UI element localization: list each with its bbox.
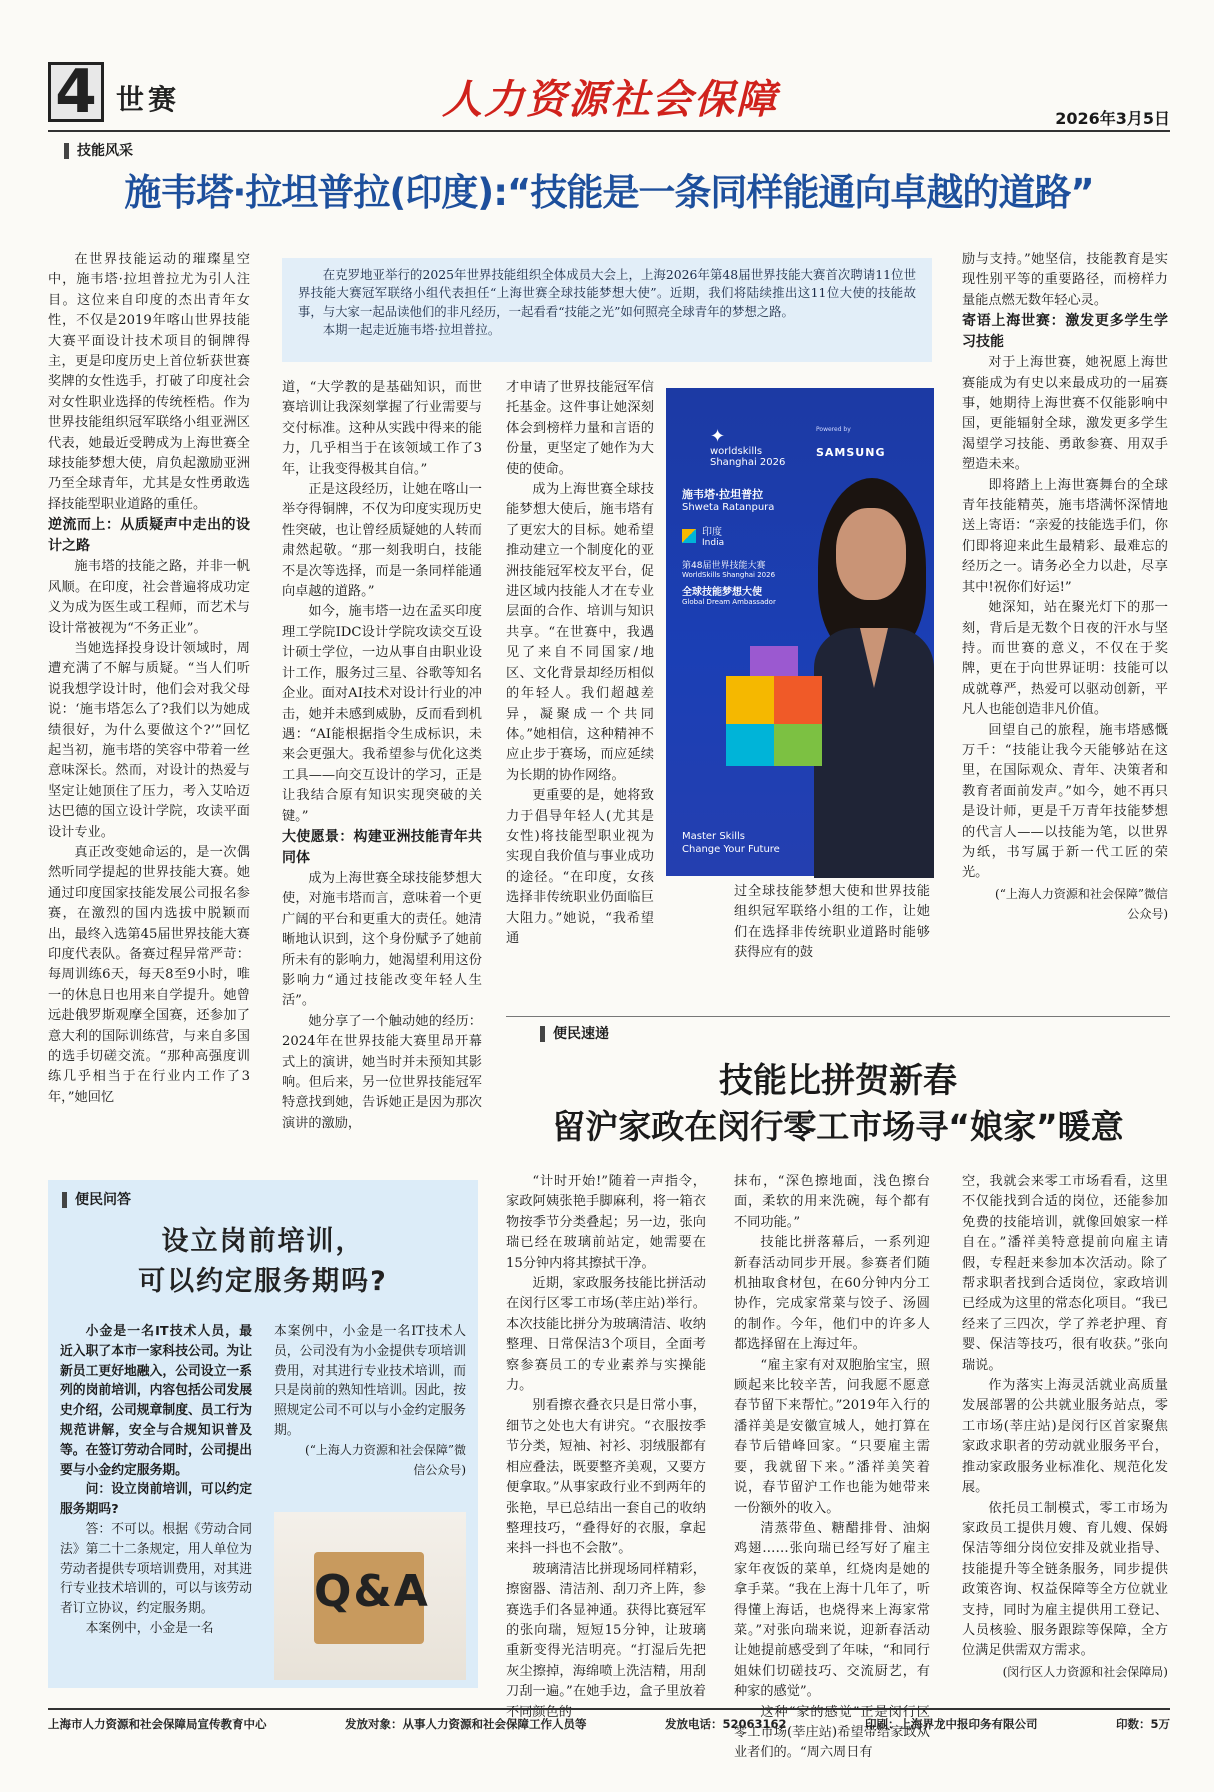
footer-count: 印数：5万 [1115,1717,1170,1731]
body-paragraph: 才申请了世界技能冠军信托基金。这件事让她深刻体会到榜样力量和言语的份量，更坚定了她作为大使的使命。 [506,380,654,477]
body-paragraph: 她深知，站在聚光灯下的那一刻，背后是无数个日夜的汗水与坚持。而世赛的意义，不仅在于奖牌，更在于向世界证明：技能可以成就尊严，热爱可以驱动创新，平凡人也能创造非凡价值。 [962,600,1168,718]
intro-paragraph: 本期一起走近施韦塔·拉坦普拉。 [322,322,501,338]
qa-answer: 答：不可以。根据《劳动合同法》第二十二条规定，用人单位为劳动者提供专项培训费用，对其进行专业技术培训的，可以与该劳动者订立协议，约定服务期。 [60,1521,252,1617]
intro-paragraph: 在克罗地亚举行的2025年世界技能组织全体成员大会上，上海2026年第48届世界技能大赛首次聘请11位世界技能大赛冠军联络小组代表担任“上海世赛全球技能梦想大使”。近期，我们将陆续推出这11位大使的技能故事，与大家一起品读他们的非凡经历，一起看看“技能之光”如何照亮全球青年的梦想之路。 [298,267,916,319]
article1-column-2 [282,378,482,1170]
body-paragraph: 成为上海世赛全球技能梦想大使后，施韦塔有了更宏大的目标。她希望推动建立一个制度化的亚洲技能冠军校友平台，促进区域内技能人才在专业层面的合作、培训与知识共享。“在世赛中，我遇见了来自不同国家/地区、文化背景却经历相似的年轻人。我们超越差异，凝聚成一个共同体。”她相信，这种精神不应止步于赛场，而应延续为长期的协作网络。 [506,482,654,783]
worldskills-logo [710,428,785,468]
body-paragraph: 清蒸带鱼、糖醋排骨、油焖鸡翅……张向瑞已经写好了雇主家年夜饭的菜单，红烧肉是她的拿手菜。“我在上海十几年了，听得懂上海话，也烧得来上海家常菜。”对张向瑞来说，迎新春活动让她提前感受到了年味，“和同行姐妹们切磋技巧、交流厨艺，有种家的感觉”。 [734,1520,930,1700]
body-paragraph: 她分享了一个触动她的经历：2024年在世界技能大赛里昂开幕式上的演讲，她当时并未预知其影响。但后来，另一位世界技能冠军特意找到她，告诉她正是因为那次演讲的激励， [282,1013,482,1131]
body-paragraph: 依托员工制模式，零工市场为家政员工提供月嫂、育儿嫂、保姆保洁等细分岗位安排及就业指导、技能提升等全链条服务，同步提供政策咨询、权益保障等全方位就业支持，同时为雇主提供用工登记、人员核验、服务跟踪等保障，全方位满足供需双方需求。 [962,1500,1168,1659]
page-number-box [48,57,104,127]
subhead: 大使愿景：构建亚洲技能青年共同体 [282,828,482,866]
ambassador-portrait [814,478,934,876]
footer-phone: 发放电话：52063162 [664,1717,787,1731]
footer-printer: 印刷：上海界龙中报印务有限公司 [864,1717,1038,1731]
body-paragraph: 抹布，“深色擦地面，浅色擦台面，柔软的用来洗碗，每个都有不同功能。” [734,1174,930,1230]
qa-headline [48,1222,478,1302]
qa-image-text: Q&A [314,1566,430,1617]
article1-headline: 施韦塔·拉坦普拉(印度):“技能是一条同样能通向卓越的道路” [124,171,1094,214]
subhead: 逆流而上：从质疑声中走出的设计之路 [48,517,250,555]
slogan-line-2: Change Your Future [682,844,780,855]
country-cn: 印度 [702,527,722,538]
event-en: WorldSkills Shanghai 2026 [682,571,776,579]
article2-headline [506,1058,1170,1150]
body-paragraph: “雇主家有对双胞胎宝宝，照顾起来比较辛苦，问我愿不愿意春节留下来帮忙。”2019年入行的潘祥美是安徽宣城人，她打算在春节后错峰回家。“只要雇主需要，我就留下来。”潘祥美笑着说，春节留沪工作也能为她带来一份额外的收入。 [734,1357,930,1516]
body-paragraph: 真正改变她命运的，是一次偶然听同学提起的世界技能大赛。她通过印度国家技能发展公司报名参赛，在激烈的国内选拔中脱颖而出，最终入选第45届世界技能大赛印度代表队。备赛过程异常严苛：每周训练6天，每天8至9小时，唯一的休息日也用来自学提升。她曾远赴俄罗斯观摩全国赛，还参加了意大利的国际训练营，与来自多国的选手切磋交流。“那种高强度训练几乎相当于在行业内工作了3年，”她回忆 [48,844,250,1105]
paper-name: 人力资源社会保障 [442,76,778,123]
column-tag-qa: 便民问答 [62,1192,131,1208]
qa-ask: 问：设立岗前培训，可以约定服务期吗? [60,1482,252,1518]
masthead-rule [48,130,1170,132]
issue-date: 2026年3月5日 [1055,109,1170,128]
qa-column-1 [60,1322,252,1680]
body-paragraph: 回望自己的旅程，施韦塔感慨万千：“技能让我今天能够站在这里，在国际观众、青年、决策者和教育者面前发声。”如今，她不再只是设计师，更是千万青年技能梦想的代言人——以技能为笔，以世界为纸，书写属于新一代工匠的荣光。 [962,722,1168,881]
article2-headline-line-2: 留沪家政在闵行零工市场寻“娘家”暖意 [552,1107,1124,1146]
qa-headline-line-2: 可以约定服务期吗? [138,1266,388,1297]
footer-rule [48,1708,1170,1710]
body-paragraph: 技能比拼落幕后，一系列迎新春活动同步开展。参赛者们随机抽取食材包，在60分钟内分工协作，完成家常菜与饺子、汤圆的制作。今年，他们中的许多人都选择留在上海过年。 [734,1235,930,1353]
source-note: (“上海人力资源和社会保障”微信公众号) [995,886,1168,922]
body-paragraph: 近期，家政服务技能比拼活动在闵行区零工市场(莘庄站)举行。本次技能比拼分为玻璃清洁、收纳整理、日常保洁3个项目，全面考察参赛员工的专业素养与实操能力。 [506,1276,706,1394]
qa-source: (“上海人力资源和社会保障”微信公众号) [305,1442,466,1477]
article1-column-3b [734,882,930,1006]
body-paragraph: “计时开始!”随着一声指令，家政阿姨张艳手脚麻利，将一箱衣物按季节分类叠起；另一边，张向瑞已经在玻璃前站定，她需要在15分钟内将其擦拭干净。 [506,1174,706,1271]
body-paragraph: 玻璃清洁比拼现场同样精彩，擦窗器、清洁剂、刮刀齐上阵，参赛选手们各显神通。获得比赛冠军的张向瑞，短短15分钟，让玻璃重新变得光洁明亮。“打湿后先把灰尘擦掉，海绵喷上洗洁精，用刮刀刮一遍。”在她手边，盒子里放着不同颜色的 [506,1561,706,1720]
qa-headline-line-1: 设立岗前培训， [161,1226,365,1257]
role-cn: 全球技能梦想大使 [682,587,762,598]
ambassador-name-cn: 施韦塔·拉坦普拉 [682,488,764,501]
powered-label: Powered by [816,426,851,433]
source-note: (闵行区人力资源和社会保障局) [1002,1664,1168,1679]
slogan [682,830,780,856]
body-paragraph: 成为上海世赛全球技能梦想大使，对施韦塔而言，意味着一个更广阔的平台和更重大的责任。她清晰地认识到，这个身份赋予了她前所未有的影响力，她渴望利用这份影响力“通过技能改变年轻人生活”。 [282,870,482,1009]
body-paragraph: 施韦塔的技能之路，并非一帆风顺。在印度，社会普遍将成功定义为成为医生或工程师，而艺术与设计常被视为“不务正业”。 [48,559,250,636]
article1-column-4 [962,250,1168,1010]
logo-subtext: Shanghai 2026 [710,457,786,468]
subhead: 寄语上海世赛：激发更多学生学习技能 [962,313,1168,351]
qa-case: 本案例中，小金是一名 [85,1620,214,1636]
qa-box [48,1180,478,1688]
body-paragraph: 当她选择投身设计领域时，周遭充满了不解与质疑。“当人们听说我想学设计时，他们会对我父母说：‘施韦塔怎么了?我们以为她成绩很好，为什么要做这个?’”回忆起当初，施韦塔的笑容中带着一丝意味深长。然而，对设计的热爱与坚定让她顶住了压力，考入艾哈迈达巴德的国立设计学院，攻读平面设计专业。 [48,640,250,840]
logo-mark-icon: ✦ [710,426,726,447]
qa-question-body: 小金是一名IT技术人员，最近入职了本市一家科技公司。为让新员工更好地融入，公司设立一系列的岗前培训，内容包括公司发展史介绍，公司规章制度、员工行为规范讲解，安全与合规知识普及等。在签订劳动合同时，公司提出要与小金约定服务期。 [60,1324,252,1478]
footer-info [48,1716,1170,1732]
body-paragraph: 即将踏上上海世赛舞台的全球青年技能精英，施韦塔满怀深情地送上寄语：“亲爱的技能选手们，你们即将迎来此生最精彩、最难忘的经历之一。请务必全力以赴，尽享其中!祝你们好运!” [962,477,1168,595]
article2-top-rule [506,1016,1170,1017]
slogan-line-1: Master Skills [682,831,746,842]
body-paragraph: 在世界技能运动的璀璨星空中，施韦塔·拉坦普拉尤为引人注目。这位来自印度的杰出青年女性，不仅是2019年喀山世界技能大赛平面设计技术项目的铜牌得主，更是印度历史上首位斩获世赛奖牌的女性选手，打破了印度社会对女性职业选择的传统桎梏。作为世界技能组织冠军联络小组亚洲区代表，她最近受聘成为上海世赛全球技能梦想大使，肩负起激励亚洲乃至全球青年，尤其是女性勇敢选择技能型职业道路的重任。 [48,252,250,512]
country-en: India [702,538,725,548]
qa-image [274,1512,466,1680]
qa-case-continued: 本案例中，小金是一名IT技术人员，公司没有为小金提供专项培训费用，对其进行专业技术培训，而只是岗前的熟知性培训。因此，按照规定公司不可以与小金约定服务期。 [274,1324,466,1438]
cube-graphic [726,646,822,766]
article1-intro-box [282,258,932,362]
body-paragraph: 过全球技能梦想大使和世界技能组织冠军联络小组的工作，让她们在选择非传统职业道路时能够获得应有的鼓 [734,884,930,961]
body-paragraph: 正是这段经历，让她在喀山一举夺得铜牌，不仅为印度实现历史性突破，也让曾经质疑她的人转而肃然起敬。“那一刻我明白，技能不是次等选择，而是一条同样能通向卓越的道路。” [282,482,482,600]
qa-column-2 [274,1322,466,1477]
section-name: 世赛 [116,83,181,116]
ambassador-name-en: Shweta Ratanpura [682,502,775,513]
body-paragraph: 如今，施韦塔一边在孟买印度理工学院IDC设计学院攻读交互设计硕士学位，一边从事自由职业设计工作，服务过三星、谷歌等知名企业。面对AI技术对设计行业的冲击，她并未感到威胁，反而看到机遇：“AI能根据指令生成标识，未来会更强大。我希望参与优化这类工具——向交互设计的学习，正是让我结合原有知识实现突破的关键。” [282,604,482,824]
article1-column-3 [506,378,654,1004]
article1-column-1 [48,250,250,1170]
body-paragraph: 空，我就会来零工市场看看，这里不仅能找到合适的岗位，还能参加免费的技能培训，就像回娘家一样自在。”潘祥美特意提前向雇主请假，专程赶来参加本次活动。除了帮求职者找到合适岗位，家政培训已经成为这里的常态化项目。“我已经来了三四次，学了养老护理、育婴、保洁等技巧，很有收获。”张向瑞说。 [962,1174,1168,1373]
body-paragraph: 作为落实上海灵活就业高质量发展部署的公共就业服务站点，零工市场(莘庄站)是闵行区首家聚焦家政求职者的劳动就业服务平台，推动家政服务业标准化、规范化发展。 [962,1378,1168,1496]
footer-audience: 发放对象：从事人力资源和社会保障工作人员等 [344,1717,587,1731]
ambassador-info [682,486,802,606]
page-number: 4 [55,57,97,127]
column-tag-skills: 技能风采 [64,143,133,159]
article2-column-1 [506,1172,706,1720]
article2-column-3 [962,1172,1168,1692]
article2-headline-line-1: 技能比拼贺新春 [719,1061,957,1101]
role-en: Global Dream Ambassador [682,598,776,606]
sponsor-logo: SAMSUNG [816,446,886,459]
body-paragraph: 这种“家的感觉”正是闵行区零工市场(莘庄站)希望带给家政从业者们的。“周六周日有 [734,1704,930,1761]
country-cube-icon [682,529,696,543]
logo-text: worldskills [710,446,763,457]
column-tag-service: 便民速递 [540,1026,609,1042]
ambassador-photo [666,388,934,876]
body-paragraph: 更重要的是，她将致力于倡导年轻人(尤其是女性)将技能型职业视为实现自我价值与事业成功的途径。“在印度，女孩选择非传统职业仍面临巨大阻力。”她说，“我希望通 [506,788,654,946]
body-paragraph: 励与支持。”她坚信，技能教育是实现性别平等的重要路径，而榜样力量能点燃无数年轻心灵。 [962,252,1168,308]
footer-org: 上海市人力资源和社会保障局宣传教育中心 [48,1717,267,1731]
event-cn: 第48届世界技能大赛 [682,561,766,571]
body-paragraph: 别看擦衣叠衣只是日常小事，细节之处也大有讲究。“衣服按季节分类，短袖、衬衫、羽绒服都有相应叠法，既要整齐美观，又要方便拿取。”从事家政行业不到两年的张艳，早已总结出一套自己的收纳整理技巧，“叠得好的衣服，拿起来抖一抖也不会散”。 [506,1398,706,1557]
body-paragraph: 道，“大学教的是基础知识，而世赛培训让我深刻掌握了行业需要与交付标准。这种从实践中得来的能力，几乎相当于在该领域工作了3年，让我变得极其自信。” [282,380,482,477]
body-paragraph: 对于上海世赛，她祝愿上海世赛能成为有史以来最成功的一届赛事，她期待上海世赛不仅能影响中国，更能辐射全球，激发更多学生渴望学习技能、勇敢参赛、用双手塑造未来。 [962,355,1168,473]
article2-column-2 [734,1172,930,1761]
